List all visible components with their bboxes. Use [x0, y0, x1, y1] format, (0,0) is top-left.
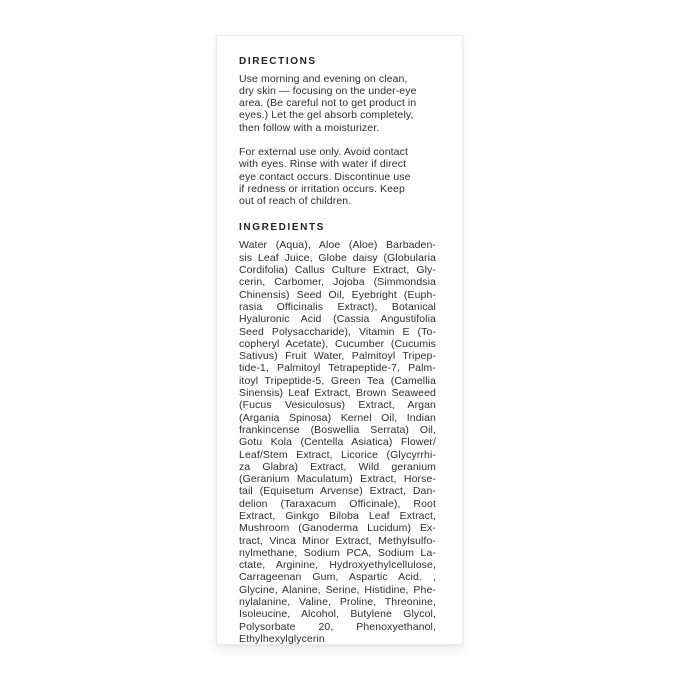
text-line: delion (Taraxacum Officinale), Root [239, 497, 436, 510]
text-line: Extract, Ginkgo Biloba Leaf Extract, [239, 510, 436, 522]
text-line: tail (Equisetum Arvense) Extract, Dan- [239, 485, 436, 498]
text-line: ctate, Arginine, Hydroxyethylcellulose, [239, 559, 436, 572]
text-line: sis Leaf Juice, Globe daisy (Globularia [239, 251, 436, 264]
text-line: Polysorbate 20, Phenoxyethanol, [239, 620, 436, 633]
text-line: Chinensis) Seed Oil, Eyebright (Euph- [239, 288, 436, 301]
text-line: itoyl Tripeptide-5, Green Tea (Camellia [239, 374, 436, 387]
text-line: eye contact occurs. Discontinue use [239, 170, 411, 183]
text-line: cerin, Carbomer, Jojoba (Simmondsia [239, 276, 436, 289]
text-line: (Argania Spinosa) Kernel Oil, Indian [239, 411, 436, 424]
directions-paragraph-1 [239, 73, 436, 134]
text-line: nylmethane, Sodium PCA, Sodium La- [239, 546, 436, 559]
text-line: Glycine, Alanine, Serine, Histidine, Phe- [239, 583, 436, 596]
text-line: Isoleucine, Alcohol, Butylene Glycol, [239, 608, 436, 621]
text-line: (Fucus Vesiculosus) Extract, Argan [239, 399, 436, 412]
text-line: For external use only. Avoid contact [239, 145, 408, 158]
text-line: then follow with a moisturizer. [239, 121, 380, 134]
text-line: area. (Be careful not to get product in [239, 97, 417, 110]
text-line: nylalanine, Valine, Proline, Threonine, [239, 596, 436, 609]
product-box-back-panel [216, 35, 463, 645]
ingredients-text [239, 239, 436, 645]
text-line: tide-1, Palmitoyl Tetrapeptide-7, Palm- [239, 362, 436, 375]
text-line: Mushroom (Ganoderma Lucidum) Ex- [239, 522, 436, 535]
text-line: dry skin — focusing on the under-eye [239, 84, 417, 97]
text-line: rasia Officinalis Extract), Botanical [239, 300, 436, 313]
text-line: copheryl Acetate), Cucumber (Cucumis [239, 337, 436, 350]
text-line: tract, Vinca Minor Extract, Methylsulfo- [239, 534, 436, 547]
text-line: Gotu Kola (Centella Asiatica) Flower/ [239, 436, 436, 449]
text-line: Leaf/Stem Extract, Licorice (Glycyrrhi- [239, 448, 436, 461]
text-line: Cordifolia) Callus Culture Extract, Gly- [239, 264, 436, 277]
text-line: Sinensis) Leaf Extract, Brown Seaweed [239, 387, 436, 400]
text-line: eyes.) Let the gel absorb completely, [239, 109, 414, 122]
directions-heading: DIRECTIONS [239, 55, 317, 67]
text-line: Seed Polysaccharide), Vitamin E (To- [239, 325, 436, 338]
text-line: (Geranium Maculatum) Extract, Horse- [239, 473, 436, 486]
text-line: za Glabra) Extract, Wild geranium [239, 460, 436, 473]
text-line: frankincense (Boswellia Serrata) Oil, [239, 423, 436, 436]
directions-paragraph-2 [239, 146, 436, 207]
ingredients-heading: INGREDIENTS [239, 222, 325, 234]
text-line: out of reach of children. [239, 195, 352, 208]
text-line: Ethylhexylglycerin [239, 632, 325, 645]
text-line: Water (Aqua), Aloe (Aloe) Barbaden- [239, 239, 436, 252]
text-line: Carrageenan Gum, Aspartic Acid. , [239, 571, 436, 584]
text-line: Use morning and evening on clean, [239, 72, 408, 85]
text-line: if redness or irritation occurs. Keep [239, 182, 405, 195]
text-line: Hyaluronic Acid (Cassia Angustifolia [239, 313, 436, 326]
text-line: Sativus) Fruit Water, Palmitoyl Tripep- [239, 350, 436, 363]
text-line: with eyes. Rinse with water if direct [239, 158, 407, 171]
